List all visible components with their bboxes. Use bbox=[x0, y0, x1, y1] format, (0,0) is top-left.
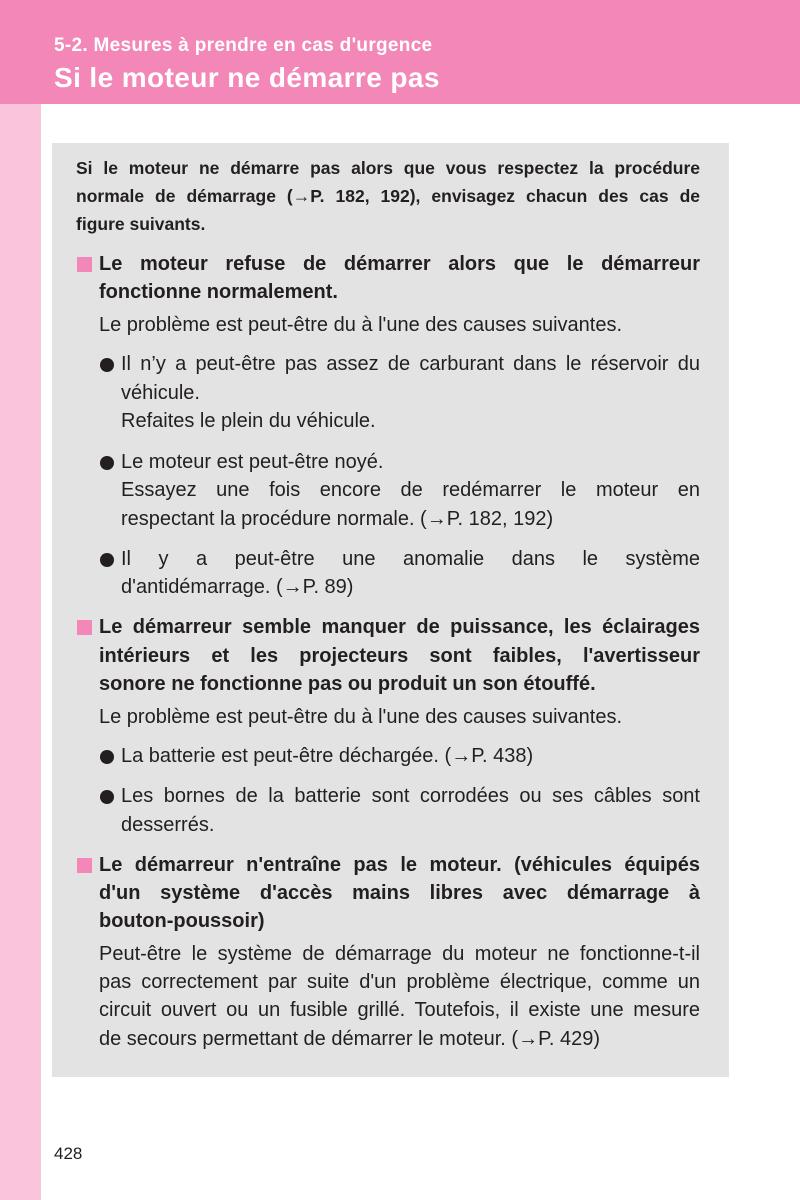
side-margin-strip bbox=[0, 104, 41, 1200]
section-intro: Le problème est peut-être du à l'une des causes suivantes. bbox=[99, 314, 623, 336]
section-marker-icon bbox=[77, 257, 92, 272]
section-heading-line: Le démarreur semble manquer de puissance, les éclairages bbox=[99, 616, 700, 638]
section-heading-line: intérieurs et les projecteurs sont faibles, l'avertisseur bbox=[99, 645, 700, 667]
chapter-header bbox=[0, 0, 800, 104]
intro-line: figure suivants. bbox=[76, 214, 206, 234]
bullet-icon bbox=[100, 456, 114, 470]
bullet-line: Essayez une fois encore de redémarrer le moteur en bbox=[121, 479, 700, 501]
bullet-line: d'antidémarrage. (→P. 89) bbox=[121, 576, 354, 598]
section-intro: Le problème est peut-être du à l'une des causes suivantes. bbox=[99, 706, 623, 728]
section-body-line: de secours permettant de démarrer le moteur. (→P. 429) bbox=[99, 1028, 600, 1050]
page-title: Si le moteur ne démarre pas bbox=[54, 62, 440, 93]
bullet-line: Le moteur est peut-être noyé. bbox=[121, 451, 384, 473]
bullet-line: desserrés. bbox=[121, 814, 215, 836]
bullet-line: Il n’y a peut-être pas assez de carburant dans le réservoir du bbox=[121, 353, 700, 375]
bullet-line: respectant la procédure normale. (→P. 182, 192) bbox=[121, 508, 554, 530]
bullet-icon bbox=[100, 750, 114, 764]
section-body-line: circuit ouvert ou un fusible grillé. Toutefois, il existe une mesure bbox=[99, 999, 700, 1021]
bullet-line: véhicule. bbox=[121, 382, 200, 404]
content-box bbox=[52, 143, 729, 1077]
bullet-line: Il y a peut-être une anomalie dans le système bbox=[121, 548, 700, 570]
bullet-icon bbox=[100, 790, 114, 804]
section-body-line: Peut-être le système de démarrage du moteur ne fonctionne-t-il bbox=[99, 943, 700, 965]
bullet-icon bbox=[100, 358, 114, 372]
section-marker-icon bbox=[77, 620, 92, 635]
intro-line: Si le moteur ne démarre pas alors que vous respectez la procédure bbox=[76, 158, 700, 178]
section-heading-line: bouton-poussoir) bbox=[99, 910, 265, 932]
bullet-line: Refaites le plein du véhicule. bbox=[121, 410, 376, 432]
section-marker-icon bbox=[77, 858, 92, 873]
page-number: 428 bbox=[54, 1144, 83, 1163]
section-body-line: pas correctement par suite d'un problème électrique, comme un bbox=[99, 971, 700, 993]
bullet-line: La batterie est peut-être déchargée. (→P. 438) bbox=[121, 745, 534, 767]
section-heading-line: d'un système d'accès mains libres avec démarrage à bbox=[99, 882, 700, 904]
section-heading-line: fonctionne normalement. bbox=[99, 281, 338, 303]
bullet-line: Les bornes de la batterie sont corrodées ou ses câbles sont bbox=[121, 785, 700, 807]
section-heading-line: Le moteur refuse de démarrer alors que le démarreur bbox=[99, 253, 700, 275]
bullet-icon bbox=[100, 553, 114, 567]
section-heading-line: Le démarreur n'entraîne pas le moteur. (véhicules équipés bbox=[99, 854, 700, 876]
intro-line: normale de démarrage (→P. 182, 192), envisagez chacun des cas de bbox=[76, 186, 700, 206]
section-label: 5-2. Mesures à prendre en cas d'urgence bbox=[54, 35, 433, 56]
section-heading-line: sonore ne fonctionne pas ou produit un son étouffé. bbox=[99, 673, 596, 695]
